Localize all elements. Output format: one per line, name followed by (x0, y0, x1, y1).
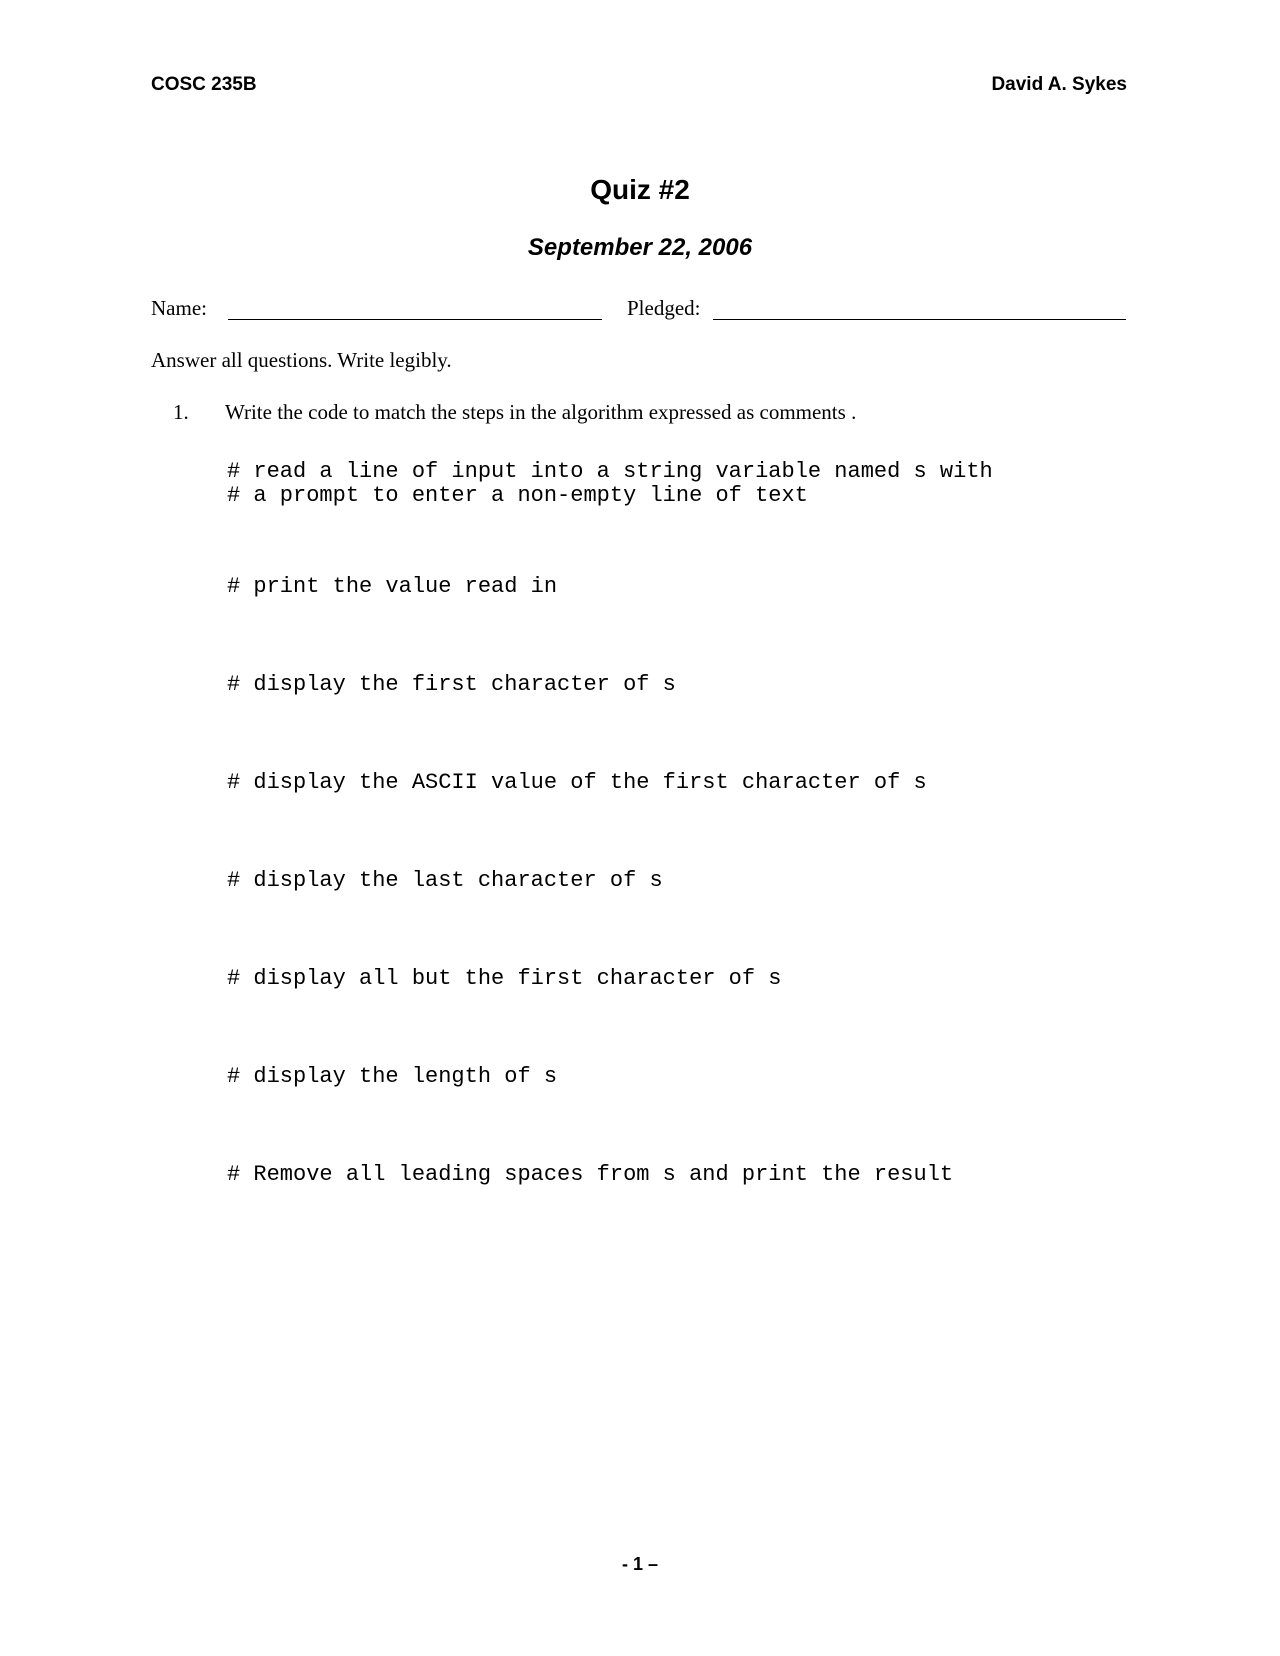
quiz-title: Quiz #2 (590, 174, 690, 205)
instructions-text: Answer all questions. Write legibly. (151, 348, 452, 372)
pledged-blank-line (713, 319, 1126, 320)
code-comment-strip-leading: # Remove all leading spaces from s and print the result (227, 1162, 954, 1187)
code-comment-all-but-first: # display all but the first character of s (227, 966, 782, 991)
instructor-name: David A. Sykes (991, 74, 1127, 95)
code-comment-first-char: # display the first character of s (227, 672, 676, 697)
code-comment-read-input: # read a line of input into a string variable named s with # a prompt to enter a non-empty line of text (227, 459, 993, 508)
question-text: Write the code to match the steps in the algorithm expressed as comments . (225, 400, 857, 424)
question-number: 1. (173, 400, 189, 424)
name-label: Name: (151, 296, 207, 320)
code-comment-last-char: # display the last character of s (227, 868, 663, 893)
code-comment-print-value: # print the value read in (227, 574, 558, 599)
course-code: COSC 235B (151, 74, 257, 95)
code-comment-length: # display the length of s (227, 1064, 558, 1089)
page-number: - 1 – (621, 1554, 659, 1574)
code-comment-ascii-value: # display the ASCII value of the first character of s (227, 770, 927, 795)
pledged-label: Pledged: (627, 296, 701, 320)
quiz-date: September 22, 2006 (527, 234, 753, 261)
name-blank-line (228, 319, 602, 320)
